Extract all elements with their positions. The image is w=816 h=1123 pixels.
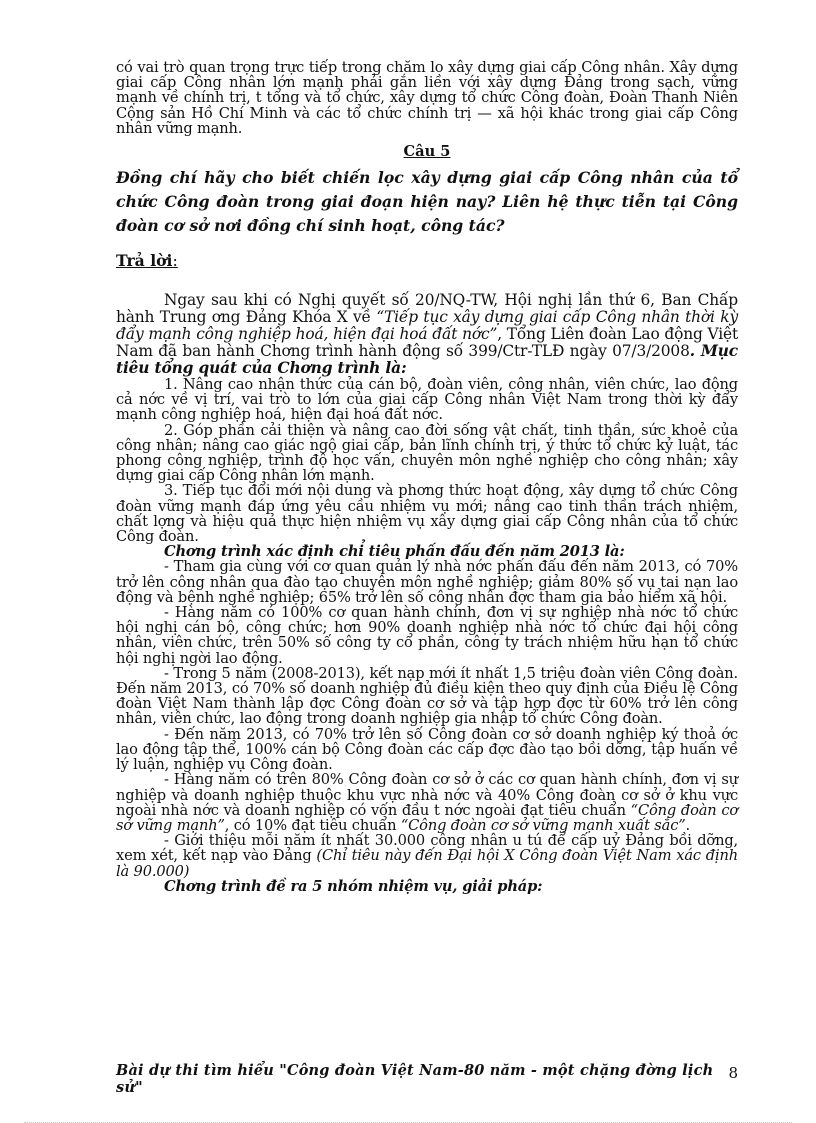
answer-label-text: Trả lời: [116, 251, 173, 271]
target-item-5: [116, 772, 738, 833]
lead-part3: . Mục tiêu tổng quát của Chơng trình là:: [116, 342, 738, 378]
target5-quote2: “Công đoàn cơ sở vững mạnh xuất sắc”: [400, 816, 686, 834]
target5-part1: - Hàng năm có trên 80% Công đoàn cơ sở ở các cơ quan hành chính, đơn vị sự nghiệp và doanh nghiệp thuộc khu vực nhà nớc và 40% Công đoàn cơ sở ở khu vực ngoài nhà nớc và doanh nghiệp có vốn đầu t nớc ngoài đạt tiêu chuẩn: [116, 771, 738, 819]
answer-label: [116, 251, 738, 270]
document-page: [116, 60, 738, 894]
footer-text: Bài dự thi tìm hiểu "Công đoàn Việt Nam-80 năm - một chặng đờng lịch sử": [116, 1062, 714, 1096]
target-item: - Trong 5 năm (2008-2013), kết nạp mới ít nhất 1,5 triệu đoàn viên Công đoàn. Đến năm 2013, có 70% số doanh nghiệp đủ điều kiện theo quy định của Điều lệ Công đoàn Việt Nam thành lập đợc Công đoàn cơ sở và tập hợp đợc từ 60% trở lên công nhân, viên chức, lao động trong doanh nghiệp gia nhập tổ chức Công đoàn.: [116, 664, 738, 728]
question-text: Đồng chí hãy cho biết chiến lọc xây dựng giai cấp Công nhân của tổ chức Công đoàn trong giai đoạn hiện nay? Liên hệ thực tiễn tại Công đoàn cơ sở nơi đồng chí sinh hoạt, công tác?: [116, 168, 738, 236]
target6-note: (Chỉ tiêu này đến Đại hội X Công đoàn Việt Nam xác định là 90.000): [116, 847, 738, 880]
goal-item: 3. Tiếp tục đổi mới nội dung và phơng thức hoạt động, xây dựng tổ chức Công đoàn vững mạnh đáp ứng yêu cầu nhiệm vụ mới; nâng cao tinh thần trách nhiệm, chất lợng và hiệu quả thực hiện nhiệm vụ xây dựng giai cấp Công nhân của tổ chức Công đoàn.: [116, 482, 738, 546]
target5-quote1: “Công đoàn cơ sở vững mạnh”: [116, 801, 738, 834]
intro-paragraph: có vai trò quan trọng trực tiếp trong chăm lo xây dựng giai cấp Công nhân. Xây dựng giai cấp Công nhân lớn mạnh phải gắn liền với xây dựng Đảng trong sạch, vững mạnh về chính trị, t tổng và tổ chức, xây dựng tổ chức Công đoàn, Đoàn Thanh Niên Cộng sản Hồ Chí Minh và các tổ chức chính trị — xã hội khác trong giai cấp Công nhân vững mạnh.: [116, 59, 738, 137]
lead-part1: Ngay sau khi có Nghị quyết số 20/NQ-TW, Hội nghị lần thứ 6, Ban Chấp hành Trung ơng Đảng Khóa X về: [116, 291, 738, 327]
targets-heading: Chơng trình xác định chỉ tiêu phấn đấu đến năm 2013 là:: [164, 543, 625, 561]
goal-item: 1. Nâng cao nhận thức của cán bộ, đoàn viên, công nhân, viên chức, lao động cả nớc về vị trí, vai trò to lớn của giai cấp Công nhân Việt Nam trong thời kỳ đẩy mạnh công nghiệp hoá, hiện đại hoá đất nớc.: [116, 376, 738, 424]
answer-label-colon: :: [172, 252, 178, 271]
page-number: 8: [728, 1064, 738, 1082]
target6-part1: - Giới thiệu mỗi năm ít nhất 30.000 công nhân u tú để cấp uỷ Đảng bồi dỡng, xem xét, kết nạp vào Đảng: [116, 832, 738, 865]
target-item: - Hàng năm có 100% cơ quan hành chính, đơn vị sự nghiệp nhà nớc tổ chức hội nghị cán bộ, công chức; hơn 90% doanh nghiệp nhà nớc tổ chức đại hội công nhân, viên chức, trên 50% số công ty cổ phần, công ty trách nhiệm hữu hạn tổ chức hội nghị ngời lao động.: [116, 604, 738, 667]
goal-item: 2. Góp phần cải thiện và nâng cao đời sống vật chất, tinh thần, sức khoẻ của công nhân; nâng cao giác ngộ giai cấp, bản lĩnh chính trị, ý thức tổ chức kỷ luật, tác phong công nghiệp, trình độ học vấn, chuyên môn nghề nghiệp cho công nhân; xây dựng giai cấp Công nhân lớn mạnh.: [116, 421, 738, 485]
target-item: - Đến năm 2013, có 70% trở lên số Công đoàn cơ sở doanh nghiệp ký thoả ớc lao động tập thể, 100% cán bộ Công đoàn các cấp đợc đào tạo bồi dỡng, tập huấn về lý luận, nghiệp vụ Công đoàn.: [116, 725, 738, 774]
target-item-6: [116, 833, 738, 879]
target5-part3: .: [685, 816, 691, 834]
target5-part2: , có 10% đạt tiêu chuẩn: [224, 816, 401, 834]
lead-paragraph: [116, 292, 738, 377]
question-heading: Câu 5: [403, 143, 451, 161]
lead-quote: “Tiếp tục xây dựng giai cấp Công nhân thời kỳ đẩy mạnh công nghiệp hoá, hiện đại hoá đất nớc”: [116, 308, 738, 344]
tasks-heading: Chơng trình đề ra 5 nhóm nhiệm vụ, giải pháp:: [164, 877, 543, 895]
page-footer: [116, 1062, 738, 1096]
lead-part2: , Tổng Liên đoàn Lao động Việt Nam đã ban hành Chơng trình hành động số 399/Ctr-TLĐ ngày 07/3/2008: [116, 325, 738, 361]
target-item: - Tham gia cùng với cơ quan quản lý nhà nớc phấn đấu đến năm 2013, có 70% trở lên công nhân qua đào tạo chuyên môn nghề nghiệp; giảm 80% số vụ tai nạn lao động và bệnh nghề nghiệp; 65% trở lên số công nhân đợc tham gia bảo hiểm xã hội.: [116, 558, 738, 606]
